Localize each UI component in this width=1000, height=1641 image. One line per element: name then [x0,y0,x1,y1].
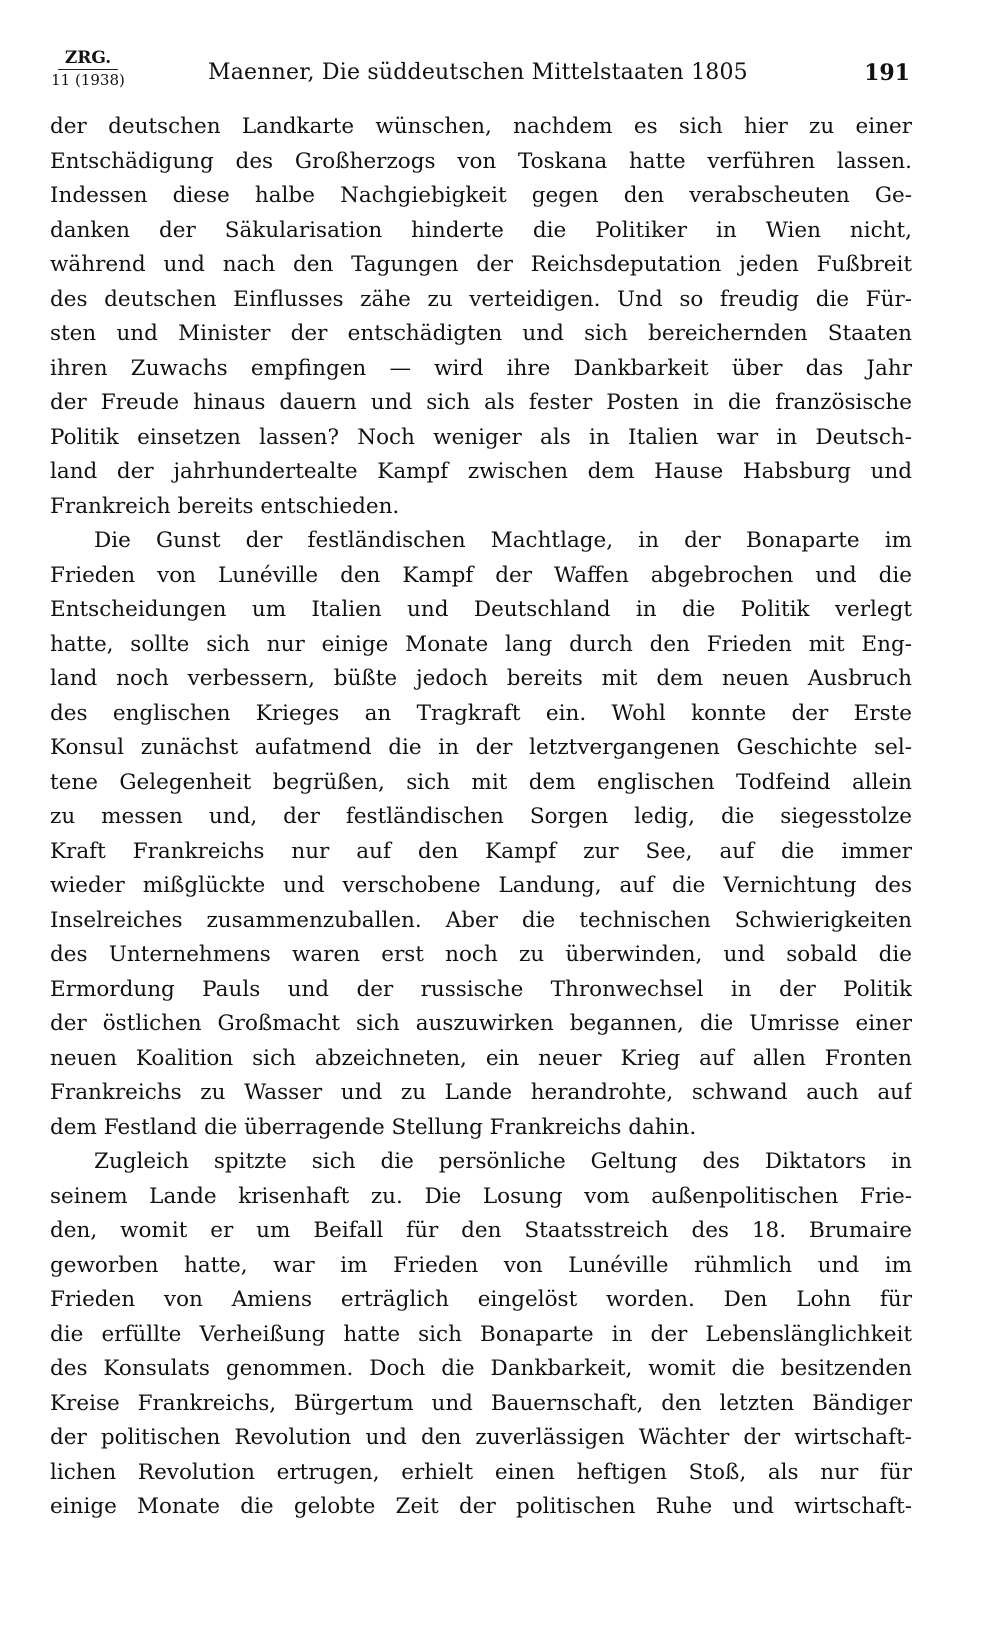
text-line: ihren Zuwachs empfingen — wird ihre Dankbarkeit über das Jahr [50,355,912,381]
text-line: dem Festland die überragende Stellung Frankreichs dahin. [50,1114,697,1140]
text-line: Kreise Frankreichs, Bürgertum und Bauernschaft, den letzten Bändiger [50,1390,912,1416]
text-line: den, womit er um Beifall für den Staatsstreich des 18. Brumaire [50,1218,912,1243]
body-text [50,110,912,1525]
text-line: Entscheidungen um Italien und Deutschland in die Politik verlegt [50,597,912,622]
text-line: Inselreiches zusammenzuballen. Aber die technischen Schwierigkeiten [50,907,912,933]
text-line: einige Monate die gelobte Zeit der politischen Ruhe und wirtschaft- [50,1494,912,1519]
text-line: Konsul zunächst aufatmend die in der letztvergangenen Geschichte sel- [50,735,912,760]
text-line: neuen Koalition sich abzeichneten, ein neuer Krieg auf allen Fronten [50,1045,912,1071]
text-line: des Unternehmens waren erst noch zu überwinden, und sobald die [50,942,912,967]
text-line: Frieden von Amiens erträglich eingelöst worden. Den Lohn für [50,1287,912,1312]
text-line: seinem Lande krisenhaft zu. Die Losung vom außenpolitischen Frie- [50,1183,912,1209]
text-line: tene Gelegenheit begrüßen, sich mit dem englischen Todfeind allein [50,769,912,795]
text-line: Die Gunst der festländischen Machtlage, in der Bonaparte im [94,528,912,553]
text-line: des Konsulats genommen. Doch die Dankbarkeit, womit die besitzenden [50,1356,912,1381]
text-line: land noch verbessern, büßte jedoch bereits mit dem neuen Ausbruch [50,666,912,691]
text-line: Indessen diese halbe Nachgiebigkeit gegen den verabscheuten Ge- [50,183,912,208]
text-line: Entschädigung des Großherzogs von Toskana hatte verführen lassen. [50,148,912,174]
text-line: lichen Revolution ertrugen, erhielt einen heftigen Stoß, als nur für [50,1459,912,1485]
paragraph [50,110,912,524]
text-line: Frankreichs zu Wasser und zu Lande herandrohte, schwand auch auf [50,1080,912,1105]
text-line: wieder mißglückte und verschobene Landung, auf die Vernichtung des [50,873,912,898]
page-number: 191 [864,60,910,86]
text-line: Frieden von Lunéville den Kampf der Waffen abgebrochen und die [50,562,912,588]
text-line: Kraft Frankreichs nur auf den Kampf zur See, auf die immer [50,838,912,864]
paragraph [50,1145,912,1525]
text-line: die erfüllte Verheißung hatte sich Bonaparte in der Lebenslänglichkeit [50,1321,912,1347]
text-line: hatte, sollte sich nur einige Monate lang durch den Frieden mit Eng- [50,631,912,657]
journal-volume: 11 (1938) [51,71,125,89]
text-line: sten und Minister der entschädigten und sich bereichernden Staaten [50,321,912,346]
text-line: geworben hatte, war im Frieden von Lunéville rühmlich und im [50,1252,912,1278]
text-line: während und nach den Tagungen der Reichsdeputation jeden Fußbreit [50,252,912,277]
text-line: Politik einsetzen lassen? Noch weniger als in Italien war in Deutsch- [50,424,912,450]
text-line: danken der Säkularisation hinderte die Politiker in Wien nicht, [50,217,912,243]
text-line: der politischen Revolution und den zuverlässigen Wächter der wirtschaft- [50,1425,912,1450]
text-line: Ermordung Pauls und der russische Thronwechsel in der Politik [50,976,912,1002]
text-line: des deutschen Einflusses zähe zu verteidigen. Und so freudig die Für- [50,286,912,312]
page-header [48,42,910,102]
text-line: des englischen Krieges an Tragkraft ein. Wohl konnte der Erste [50,700,912,726]
journal-abbreviation: ZRG. [58,50,118,70]
running-title: Maenner, Die süddeutschen Mittelstaaten 1805 [208,60,748,85]
journal-mark [48,50,128,88]
text-line: land der jahrhundertealte Kampf zwischen dem Hause Habsburg und [50,459,912,484]
text-line: der Freude hinaus dauern und sich als fester Posten in die französische [50,390,912,415]
text-line: Zugleich spitzte sich die persönliche Geltung des Diktators in [94,1149,912,1174]
text-line: Frankreich bereits entschieden. [50,493,400,519]
text-line: der östlichen Großmacht sich auszuwirken begannen, die Umrisse einer [50,1011,912,1036]
text-line: der deutschen Landkarte wünschen, nachdem es sich hier zu einer [50,114,912,139]
text-line: zu messen und, der festländischen Sorgen ledig, die siegesstolze [50,804,912,829]
paragraph [50,524,912,1145]
